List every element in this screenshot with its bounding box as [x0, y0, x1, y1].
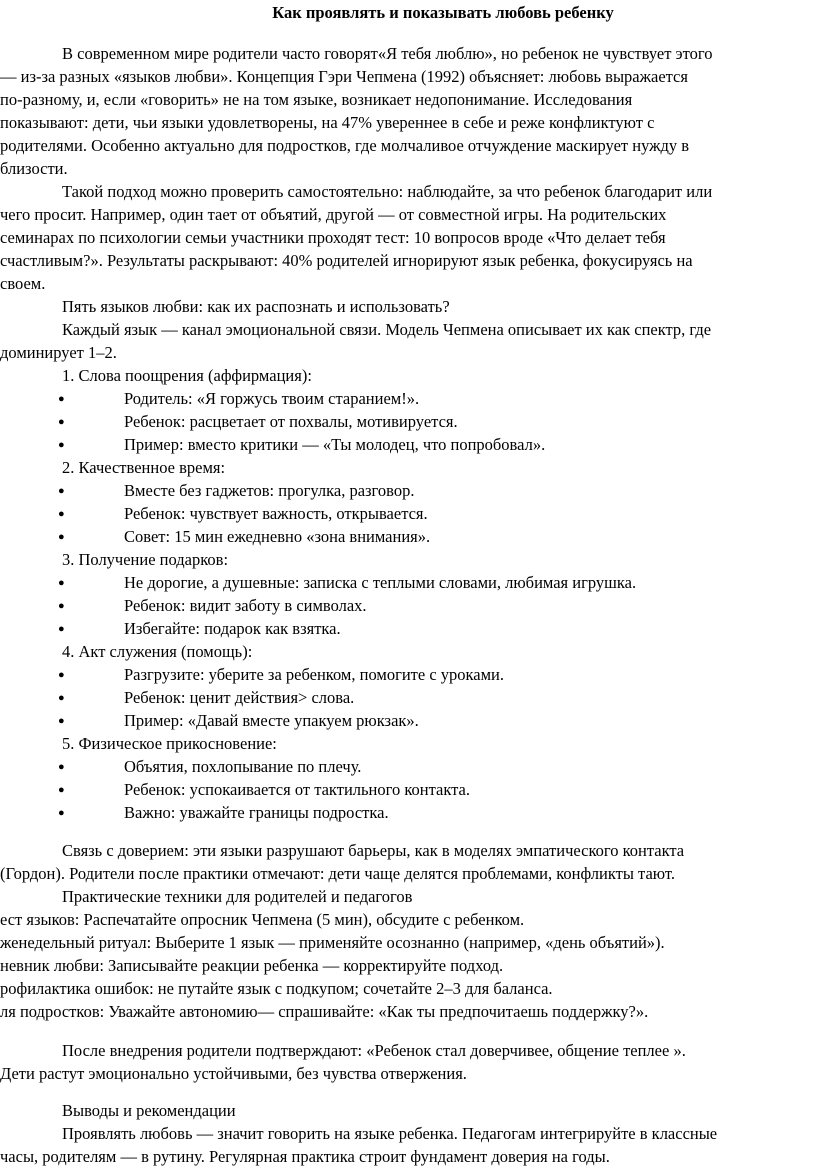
bullet-icon: ● [58, 393, 65, 405]
list-item: Разгрузите: уберите за ребенком, помогите с уроками. [124, 665, 505, 684]
intro-line: по-разному, и, если «говорить» не на том языке, возникает недопонимание. Исследования [0, 90, 633, 109]
bullet-icon: ● [58, 761, 65, 773]
intro-line: родителями. Особенно актуально для подростков, где молчаливое отчуждение маскирует нужду в [0, 136, 690, 155]
section-intro-line: Каждый язык — канал эмоциональной связи. Модель Чепмена описывает их как спектр, где [62, 320, 712, 339]
list-item: Объятия, похлопывание по плечу. [124, 757, 362, 776]
bullet-icon: ● [58, 416, 65, 428]
list-item: Важно: уважайте границы подростка. [124, 803, 389, 822]
list-item: Пример: «Давай вместе упакуем рюкзак». [124, 711, 419, 730]
conclusion-line: часы, родителям — в рутину. Регулярная практика строит фундамент доверия на годы. [0, 1147, 610, 1166]
bullet-icon: ● [58, 600, 65, 612]
list-item: Пример: вместо критики — «Ты молодец, что попробовал». [124, 435, 546, 454]
list-item: Вместе без гаджетов: прогулка, разговор. [124, 481, 415, 500]
bullet-icon: ● [58, 784, 65, 796]
section-heading: Пять языков любви: как их распознать и использовать? [62, 297, 450, 316]
intro-line: — из-за разных «языков любви». Концепция Гэри Чепмена (1992) объясняет: любовь выражается [0, 67, 688, 86]
feedback-paragraph-line: После внедрения родители подтверждают: «Ребенок стал доверчивее, общение теплее ». [62, 1041, 686, 1060]
list-item: Ребенок: расцветает от похвалы, мотивируется. [124, 412, 458, 431]
bullet-icon: ● [58, 439, 65, 451]
list-item: Не дорогие, а душевные: записка с теплыми словами, любимая игрушка. [124, 573, 637, 592]
practice-item: ля подростков: Уважайте автономию— спрашивайте: «Как ты предпочитаешь поддержку?». [0, 1002, 649, 1021]
conclusion-line: Проявлять любовь — значит говорить на языке ребенка. Педагогам интегрируйте в классные [62, 1124, 718, 1143]
test-paragraph-line: Такой подход можно проверить самостоятельно: наблюдайте, за что ребенок благодарит или [62, 182, 713, 201]
practice-item: женедельный ритуал: Выберите 1 язык — применяйте осознанно (например, «день объятий»). [0, 933, 665, 952]
practice-item: ест языков: Распечатайте опросник Чепмена (5 мин), обсудите с ребенком. [0, 910, 525, 929]
test-paragraph-line: своем. [0, 274, 46, 293]
practices-heading: Практические техники для родителей и педагогов [62, 887, 413, 906]
bullet-icon: ● [58, 715, 65, 727]
practice-item: рофилактика ошибок: не путайте язык с подкупом; сочетайте 2–3 для баланса. [0, 979, 553, 998]
feedback-paragraph-line: Дети растут эмоционально устойчивыми, без чувства отвержения. [0, 1064, 467, 1083]
test-paragraph-line: семинарах по психологии семьи участники проходят тест: 10 вопросов вроде «Что делает тебя [0, 228, 666, 247]
list-item: Ребенок: ценит действия> слова. [124, 688, 355, 707]
bullet-icon: ● [58, 577, 65, 589]
language-heading: 2. Качественное время: [62, 458, 226, 477]
intro-line: показывают: дети, чьи языки удовлетворены, на 47% увереннее в себе и реже конфликтуют с [0, 113, 655, 132]
bullet-icon: ● [58, 692, 65, 704]
list-item: Совет: 15 мин ежедневно «зона внимания». [124, 527, 431, 546]
list-item: Ребенок: чувствует важность, открывается. [124, 504, 428, 523]
bullet-icon: ● [58, 485, 65, 497]
list-item: Ребенок: успокаивается от тактильного контакта. [124, 780, 471, 799]
bullet-icon: ● [58, 807, 65, 819]
test-paragraph-line: чего просит. Например, один тает от объятий, другой — от совместной игры. На родительских [0, 205, 667, 224]
language-heading: 3. Получение подарков: [62, 550, 229, 569]
test-paragraph-line: счастливым?». Результаты раскрывают: 40% родителей игнорируют язык ребенка, фокусируясь на [0, 251, 693, 270]
section-intro-line: доминирует 1–2. [0, 343, 117, 362]
bullet-icon: ● [58, 531, 65, 543]
bullet-icon: ● [58, 623, 65, 635]
conclusion-heading: Выводы и рекомендации [62, 1101, 236, 1120]
trust-paragraph-line: Связь с доверием: эти языки разрушают барьеры, как в моделях эмпатического контакта [62, 841, 685, 860]
language-heading: 1. Слова поощрения (аффирмация): [62, 366, 312, 385]
intro-line: близости. [0, 159, 68, 178]
practice-item: невник любви: Записывайте реакции ребенка — корректируйте подход. [0, 956, 504, 975]
bullet-icon: ● [58, 669, 65, 681]
list-item: Родитель: «Я горжусь твоим старанием!». [124, 389, 420, 408]
list-item: Ребенок: видит заботу в символах. [124, 596, 367, 615]
language-heading: 5. Физическое прикосновение: [62, 734, 277, 753]
trust-paragraph-line: (Гордон). Родители после практики отмечают: дети чаще делятся проблемами, конфликты тают. [0, 864, 675, 883]
bullet-icon: ● [58, 508, 65, 520]
list-item: Избегайте: подарок как взятка. [124, 619, 341, 638]
intro-line: В современном мире родители часто говорят«Я тебя люблю», но ребенок не чувствует этого [62, 44, 713, 63]
document-title: Как проявлять и показывать любовь ребенку [272, 3, 614, 22]
language-heading: 4. Акт служения (помощь): [62, 642, 253, 661]
